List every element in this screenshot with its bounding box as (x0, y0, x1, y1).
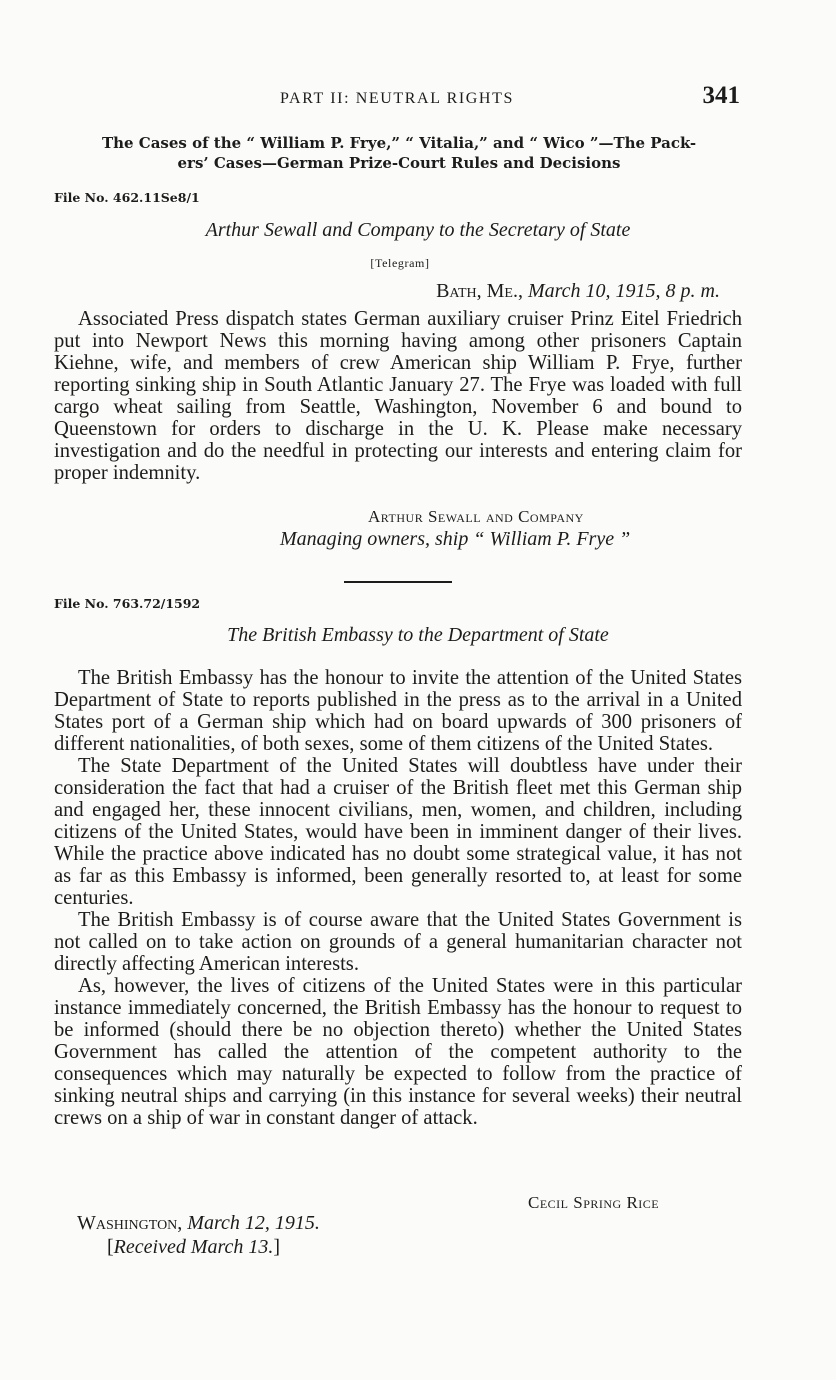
dateline-date: March 10, 1915, 8 p. m. (527, 280, 720, 302)
embassy-paragraph-3: The British Embassy is of course aware that the United States Government is not called on to take action on grounds of a general humanitarian character not directly affecting American interests. (54, 909, 742, 975)
embassy-note-body (54, 667, 742, 1129)
received-note: [Received March 13.] (107, 1236, 281, 1258)
embassy-paragraph-1: The British Embassy has the honour to invite the attention of the United States Department of State to reports published in the press as to the arrival in a United States port of a German ship which had on board upwards of 300 prisoners of different nationalities, of both sexes, some of them citizens of the United States. (54, 667, 742, 755)
signature-2: Cecil Spring Rice (528, 1193, 660, 1212)
section-heading-line-1: The Cases of the “ William P. Frye,” “ Vitalia,” and “ Wico ”—The Pack- (101, 134, 697, 152)
embassy-paragraph-2: The State Department of the United States will doubtless have under their consideration the fact that had a cruiser of the British fleet met this German ship and engaged her, these innocent civilians, men, women, and children, including citizens of the United States, would have been in imminent danger of their lives. While the practice above indicated has no doubt some strategical value, it has not as far as this Embassy is informed, been generally resorted to, at least for some centuries. (54, 755, 742, 909)
running-title: PART II: NEUTRAL RIGHTS (280, 90, 514, 107)
section-heading-line-2: ers’ Cases—German Prize-Court Rules and Decisions (177, 154, 621, 172)
section-divider (344, 581, 452, 583)
signature-1: Arthur Sewall and Company (368, 507, 584, 526)
dateline-1 (436, 280, 720, 303)
signature-role-1: Managing owners, ship “ William P. Frye ” (280, 528, 631, 550)
closing-place: Washington, (77, 1212, 183, 1234)
telegram-note: [Telegram] (370, 256, 430, 270)
telegram-paragraph: Associated Press dispatch states German auxiliary cruiser Prinz Eitel Friedrich put into Newport News this morning having among other prisoners Captain Kiehne, wife, and members of crew American ship William P. Frye, further reporting sinking ship in South Atlantic January 27. The Frye was loaded with full cargo wheat sailing from Seattle, Washington, November 6 and bound to Queenstown for orders to discharge in the U. K. Please make necessary investigation and do the needful in protecting our interests and entering claim for proper indemnity. (54, 308, 742, 484)
dateline-place: Bath, Me., (436, 280, 523, 302)
embassy-paragraph-4: As, however, the lives of citizens of the United States were in this particular instance immediately concerned, the British Embassy has the honour to request to be informed (should there be no objection thereto) whether the United States Government has called the attention of the competent authority to the consequences which may naturally be expected to follow from the practice of sinking neutral ships and carrying (in this instance for several weeks) their neutral crews on a ship of war in constant danger of attack. (54, 975, 742, 1129)
file-number-1: File No. 462.11Se8/1 (54, 190, 200, 205)
closing-date: March 12, 1915. (187, 1212, 320, 1234)
received-date: Received March 13. (113, 1236, 274, 1258)
section-heading (54, 133, 744, 173)
closing-dateline (77, 1212, 320, 1235)
telegram-body (54, 308, 742, 484)
file-number-2: File No. 763.72/1592 (54, 596, 201, 611)
document-title-2: The British Embassy to the Department of State (227, 624, 609, 646)
document-title-1: Arthur Sewall and Company to the Secretary of State (205, 219, 631, 241)
page-number: 341 (702, 82, 740, 109)
running-head (0, 82, 836, 116)
